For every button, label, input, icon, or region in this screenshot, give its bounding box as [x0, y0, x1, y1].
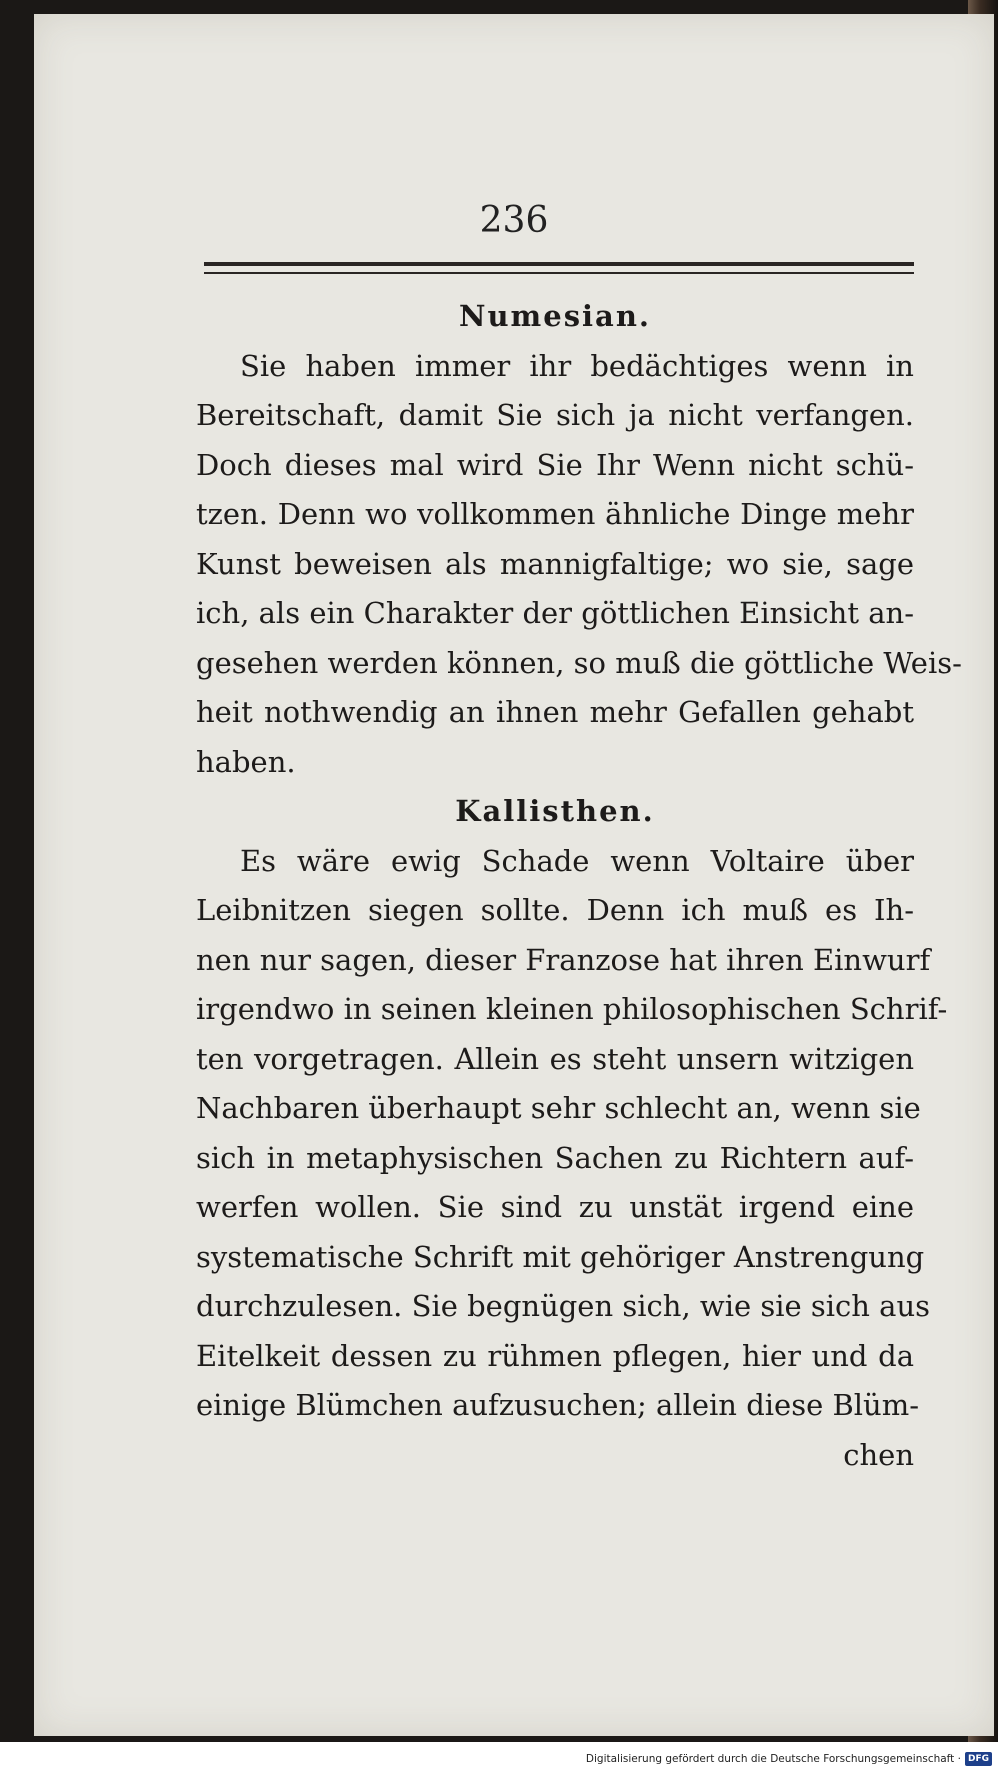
- text-line: Bereitschaft, damit Sie sich ja nicht verfangen.: [196, 398, 914, 432]
- text-line: werfen wollen. Sie sind zu unstät irgend eine: [196, 1190, 914, 1224]
- book-page: [34, 14, 994, 1736]
- header-rule-thin: [204, 272, 914, 274]
- text-line: Es wäre ewig Schade wenn Voltaire über: [240, 843, 914, 878]
- digitization-credit: [586, 1752, 992, 1766]
- text-line: Kunst beweisen als mannigfaltige; wo sie, sage: [196, 546, 914, 581]
- text-line: heit nothwendig an ihnen mehr Gefallen gehabt: [196, 695, 914, 729]
- dfg-logo: DFG: [965, 1752, 992, 1766]
- catchword: chen: [843, 1437, 914, 1472]
- text-line: haben.: [196, 744, 296, 779]
- text-line: Nachbaren überhaupt sehr schlecht an, wenn sie: [196, 1091, 921, 1125]
- text-line: tzen. Denn wo vollkommen ähnliche Dinge mehr: [196, 497, 914, 531]
- text-line: einige Blümchen aufzusuchen; allein diese Blüm-: [196, 1388, 920, 1422]
- credit-text: Digitalisierung gefördert durch die Deutsche Forschungsgemeinschaft ·: [585, 1753, 961, 1765]
- text-line: Leibnitzen siegen sollte. Denn ich muß es Ih-: [196, 893, 914, 927]
- text-line: durchzulesen. Sie begnügen sich, wie sie sich aus: [196, 1289, 931, 1323]
- text-line: Eitelkeit dessen zu rühmen pflegen, hier und da: [196, 1338, 914, 1373]
- speaker-heading: Numesian.: [458, 299, 652, 333]
- header-rule-thick: [204, 262, 914, 266]
- text-line: ich, als ein Charakter der göttlichen Einsicht an-: [196, 596, 914, 630]
- text-line: Doch dieses mal wird Sie Ihr Wenn nicht schü-: [196, 447, 914, 482]
- text-line: gesehen werden können, so muß die göttliche Weis-: [196, 645, 962, 680]
- text-line: ten vorgetragen. Allein es steht unsern witzigen: [196, 1041, 914, 1076]
- text-line: nen nur sagen, dieser Franzose hat ihren Einwurf: [196, 942, 931, 977]
- page-text-body: [196, 292, 962, 1480]
- text-line: systematische Schrift mit gehöriger Anstrengung: [196, 1239, 925, 1274]
- speaker-heading: Kallisthen.: [455, 794, 655, 828]
- text-line: sich in metaphysischen Sachen zu Richtern auf-: [196, 1140, 914, 1175]
- text-line: Sie haben immer ihr bedächtiges wenn in: [240, 348, 914, 383]
- page-number: 236: [479, 200, 549, 241]
- text-line: irgendwo in seinen kleinen philosophischen Schrif-: [196, 992, 948, 1026]
